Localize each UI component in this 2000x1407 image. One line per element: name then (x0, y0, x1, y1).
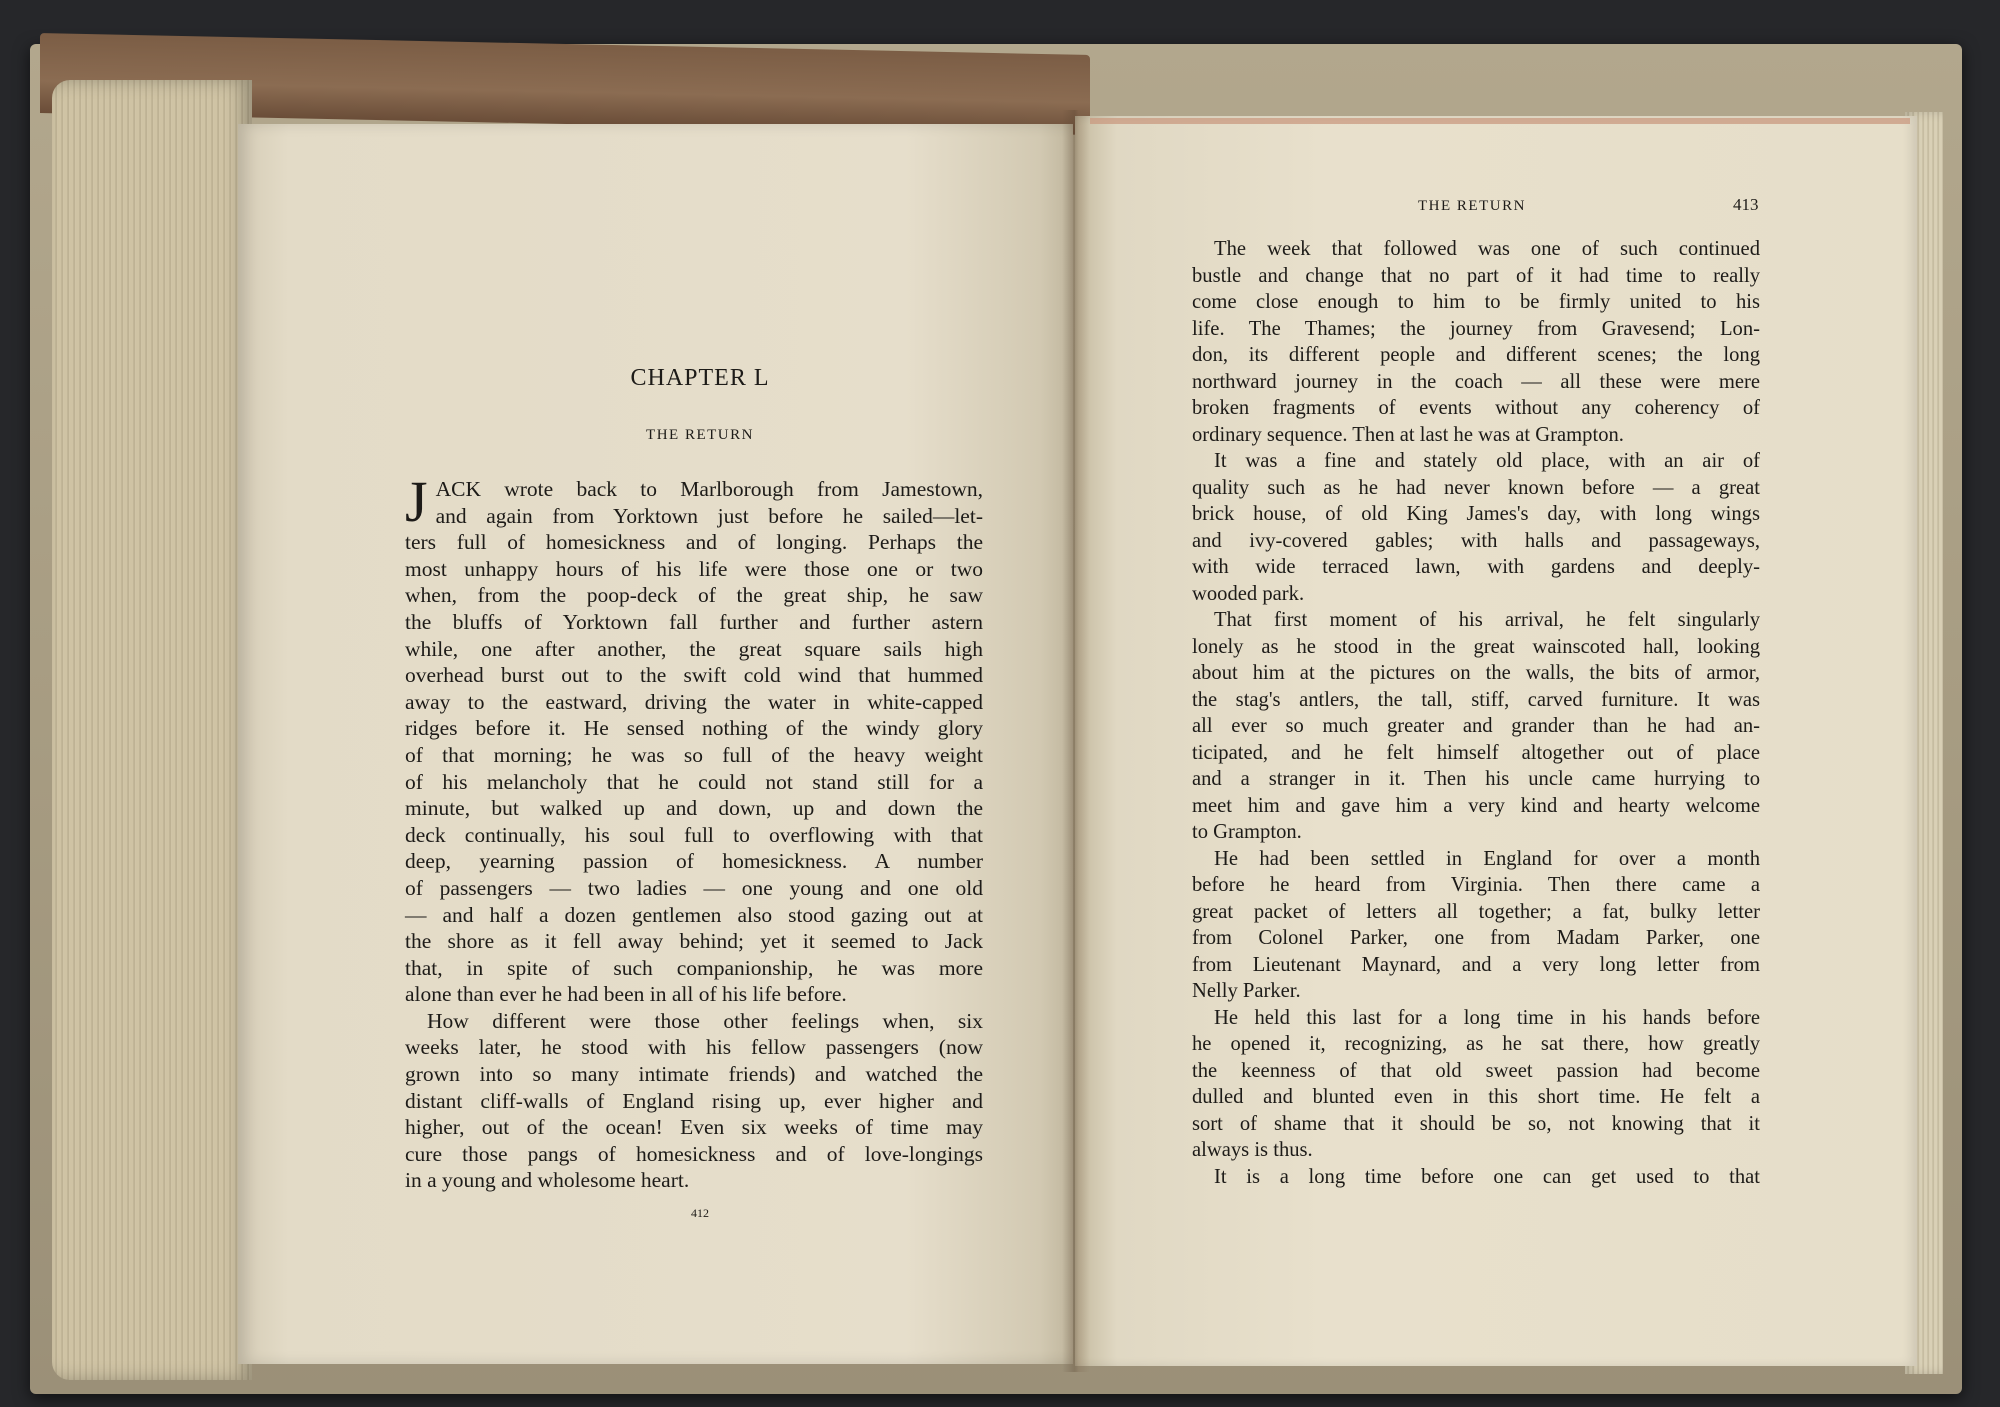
text-line: quality such as he had never known before — a great (1192, 476, 1760, 499)
left-page-edges (52, 80, 252, 1380)
text-line: life. The Thames; the journey from Gravesend; Lon- (1192, 317, 1760, 340)
text-line: overhead burst out to the swift cold wind that hummed (405, 663, 983, 688)
text-line: — and half a dozen gentlemen also stood gazing out at (405, 902, 983, 927)
text-line: deck continually, his soul full to overflowing with that (405, 822, 983, 847)
text-line: of that morning; he was so full of the heavy weight (405, 742, 983, 767)
section-heading: THE RETURN (646, 427, 754, 443)
text-line: to Grampton. (1192, 821, 1302, 843)
text-line: before he heard from Virginia. Then there came a (1192, 874, 1760, 896)
text-line: bustle and change that no part of it had time to really (1192, 264, 1760, 287)
text-line: Nelly Parker. (1192, 980, 1301, 1002)
text-line: of his melancholy that he could not stand still for a (405, 769, 983, 794)
text-line: The week that followed was one of such continued (1214, 238, 1760, 260)
text-line: while, one after another, the great square sails high (405, 636, 983, 661)
page-top-edge (1090, 118, 1910, 124)
text-line: and a stranger in it. Then his uncle came hurrying to (1192, 768, 1760, 790)
text-line: minute, but walked up and down, up and down the (405, 796, 983, 821)
left-page-body (405, 469, 983, 1194)
text-line: ridges before it. He sensed nothing of the windy glory (405, 716, 983, 741)
text-line: dulled and blunted even in this short time. He felt a (1192, 1086, 1760, 1108)
drop-cap: J (405, 469, 428, 534)
text-line: alone than ever he had been in all of his life before. (405, 982, 847, 1007)
text-line: ters full of homesickness and of longing. Perhaps the (405, 530, 983, 555)
text-line: always is thus. (1192, 1139, 1313, 1161)
text-line: and ivy-covered gables; with halls and passageways, (1192, 529, 1760, 552)
text-line: How different were those other feelings when, six (427, 1008, 983, 1033)
text-line: distant cliff-walls of England rising up, ever higher and (405, 1088, 983, 1113)
text-line: don, its different people and different scenes; the long (1192, 344, 1760, 366)
left-page-number: 412 (691, 1206, 709, 1220)
text-line: sort of shame that it should be so, not knowing that it (1192, 1112, 1760, 1135)
text-line: ordinary sequence. Then at last he was at Grampton. (1192, 423, 1624, 446)
text-line: away to the eastward, driving the water in white-capped (405, 689, 983, 714)
text-line: all ever so much greater and grander than he had an- (1192, 715, 1760, 737)
right-page-body (1192, 236, 1760, 1190)
text-line: from Colonel Parker, one from Madam Parker, one (1192, 927, 1760, 949)
text-line: He had been settled in England for over a month (1214, 847, 1760, 870)
text-line: most unhappy hours of his life were those one or two (405, 556, 983, 581)
book-gutter (1062, 110, 1090, 1372)
text-line: that, in spite of such companionship, he was more (405, 955, 983, 980)
text-line: the stag's antlers, the tall, stiff, carved furniture. It was (1192, 688, 1760, 711)
text-line: the shore as it fell away behind; yet it seemed to Jack (405, 929, 983, 954)
text-line: It is a long time before one can get used to that (1214, 1165, 1760, 1188)
text-line: wooded park. (1192, 582, 1305, 605)
text-line: ACK wrote back to Marlborough from Jamestown, (435, 477, 983, 501)
text-line: the bluffs of Yorktown fall further and further astern (405, 609, 983, 634)
text-line: cure those pangs of homesickness and of love-longings (405, 1141, 983, 1166)
text-line: lonely as he stood in the great wainscoted hall, looking (1192, 635, 1760, 658)
text-line: deep, yearning passion of homesickness. A number (405, 849, 983, 874)
text-line: ticipated, and he felt himself altogether out of place (1192, 741, 1760, 764)
text-line: brick house, of old King James's day, with long wings (1192, 503, 1760, 525)
text-line: He held this last for a long time in his hands before (1214, 1006, 1760, 1029)
text-line: It was a fine and stately old place, with an air of (1214, 450, 1760, 472)
text-line: grown into so many intimate friends) and watched the (405, 1062, 983, 1087)
text-line: about him at the pictures on the walls, the bits of armor, (1192, 662, 1760, 684)
text-line: higher, out of the ocean! Even six weeks of time may (405, 1115, 983, 1140)
text-line: of passengers — two ladies — one young and one old (405, 875, 983, 900)
text-line: the keenness of that old sweet passion had become (1192, 1059, 1760, 1082)
text-line: he opened it, recognizing, as he sat there, how greatly (1192, 1033, 1760, 1055)
text-line: northward journey in the coach — all these were mere (1192, 370, 1760, 393)
text-line: when, from the poop-deck of the great ship, he saw (405, 583, 983, 608)
text-line: and again from Yorktown just before he sailed—let- (435, 503, 983, 528)
text-line: in a young and wholesome heart. (405, 1168, 690, 1193)
running-head: THE RETURN (1418, 198, 1526, 214)
text-line: great packet of letters all together; a fat, bulky letter (1192, 900, 1760, 923)
right-page-number: 413 (1733, 195, 1759, 214)
text-line: meet him and gave him a very kind and hearty welcome (1192, 794, 1760, 817)
text-line: That first moment of his arrival, he felt singularly (1214, 609, 1760, 631)
text-line: with wide terraced lawn, with gardens and deeply- (1192, 556, 1760, 578)
text-line: weeks later, he stood with his fellow passengers (now (405, 1035, 983, 1060)
text-line: from Lieutenant Maynard, and a very long letter from (1192, 953, 1760, 976)
text-line: broken fragments of events without any coherency of (1192, 397, 1760, 419)
text-line: come close enough to him to be firmly united to his (1192, 291, 1760, 313)
chapter-heading: CHAPTER L (630, 365, 770, 391)
